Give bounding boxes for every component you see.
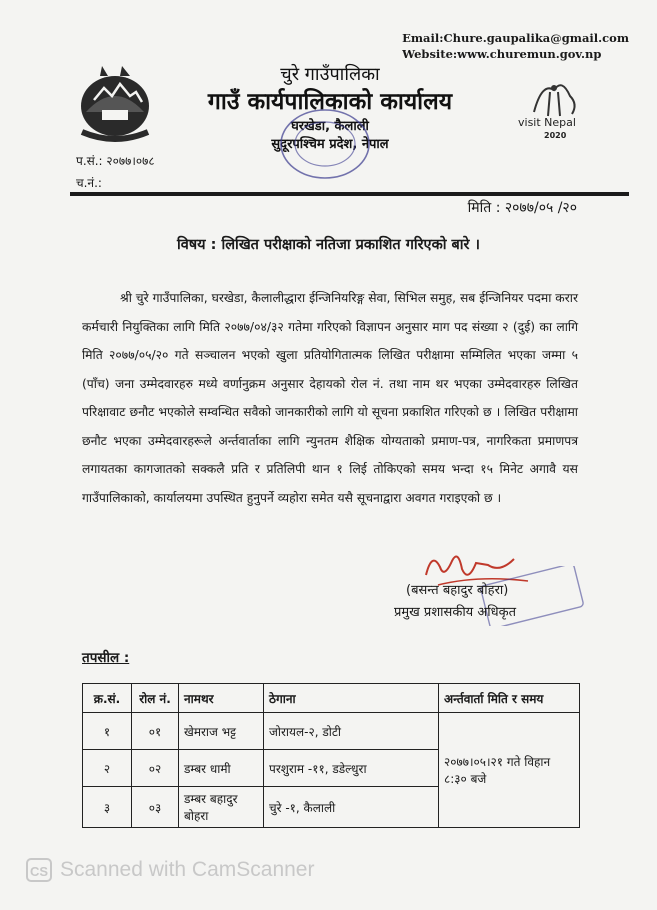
header-rule	[70, 192, 629, 196]
cell-name: डम्बर धामी	[179, 750, 264, 787]
camscanner-watermark: Scanned with CamScanner	[60, 858, 315, 881]
nepal-emblem-icon	[72, 62, 158, 144]
office-stamp-icon	[275, 104, 375, 182]
header-municipality: चुरे गाउँपालिका	[280, 64, 380, 85]
header-address: घरखेडा, कैलाली	[291, 119, 369, 134]
cell-roll: ०२	[132, 750, 179, 787]
cell-address: जोरायल-२, डोटी	[264, 713, 439, 750]
email-text: Email:Chure.gaupalika@gmail.com	[402, 31, 629, 45]
tapsil-heading: तपसील :	[82, 650, 130, 666]
chalani-number: च.नं.:	[76, 176, 102, 190]
header-address: ठेगाना	[264, 684, 439, 713]
cell-sn: १	[83, 713, 132, 750]
cell-roll: ०३	[132, 787, 179, 828]
cell-interview: २०७७।०५।२१ गते विहान ८:३० बजे	[439, 713, 580, 828]
notice-body: श्री चुरे गाउँपालिका, घरखेडा, कैलालीद्धारा ईन्जिनियरिङ्ग सेवा, सिभिल समुह, सब ईन्जिनियर पदमा करार कर्मचारी नियुक्तिका लागि मिति २०७७/०४/३२ गतेमा गरिएको विज्ञापन अनुसार माग पद संख्या २ (दुई) का लागि मिति २०७७/०५/२० गते सञ्चालन भएको खुला प्रतियोगितात्मक लिखित परीक्षामा सम्मिलित भएका जम्मा ५ (पाँच) जना उम्मेदवारहरु मध्ये वर्णानुक्रम अनुसार देहायको रोल नं. तथा नाम थर भएका उम्मेदवारहरु लिखित परिक्षावाट छनौट भएकोले सम्वन्धित सवैको जानकारीको लागि यो सूचना प्रकाशित गरिएको छ । लिखित परीक्षामा छनौट भएका उम्मेदवारहरूले अर्न्तवार्ताका लागि न्युनतम शैक्षिक योग्यताको प्रमाण-पत्र, नागरिकता प्रमाणपत्र लगायतका कागजातको सक्कलै प्रति र प्रतिलिपी थान १ लिई तोकिएको समय भन्दा १५ मिनेट अगावै यस गाउँपालिकाको, कार्यालयमा उपस्थित हुनुपर्ने व्यहोरा समेत यसै सूचनाद्वारा अवगत गराइएको छ ।	[82, 291, 578, 505]
cell-roll: ०१	[132, 713, 179, 750]
header-roll: रोल नं.	[132, 684, 179, 713]
header-office: गाउँ कार्यपालिकाको कार्यालय	[207, 89, 453, 115]
table-row	[83, 713, 580, 750]
visit-nepal-text: visit Nepal	[518, 116, 576, 129]
header-interview: अर्न्तवार्ता मिति र समय	[439, 684, 580, 713]
header-province: सुदूरपश्चिम प्रदेश, नेपाल	[271, 137, 389, 152]
patra-sankhya: प.सं.: २०७७।०७८	[76, 154, 155, 168]
header-sn: क्र.सं.	[83, 684, 132, 713]
subject-line: विषय : लिखित परीक्षाको नतिजा प्रकाशित गरिएको बारे ।	[176, 237, 481, 253]
result-table	[82, 683, 580, 828]
cell-sn: ३	[83, 787, 132, 828]
camscanner-icon: CS	[26, 858, 52, 882]
document-date: मिति : २०७७/०५ /२०	[467, 200, 577, 216]
visit-nepal-year: 2020	[544, 131, 567, 140]
cell-name: खेमराज भट्ट	[179, 713, 264, 750]
cell-address: परशुराम -११, डडेल्धुरा	[264, 750, 439, 787]
cell-address: चुरे -१, कैलाली	[264, 787, 439, 828]
cell-name: डम्बर बहादुर बोहरा	[179, 787, 264, 828]
header-name: नामथर	[179, 684, 264, 713]
contact-block	[402, 30, 629, 62]
cell-sn: २	[83, 750, 132, 787]
visit-nepal-logo-icon	[512, 74, 596, 144]
website-text: Website:www.churemun.gov.np	[402, 47, 602, 61]
table-header-row	[83, 684, 580, 713]
signer-name: (बसन्त बहादुर बोहरा)	[406, 583, 509, 598]
signer-title: प्रमुख प्रशासकीय अधिकृत	[394, 605, 517, 620]
